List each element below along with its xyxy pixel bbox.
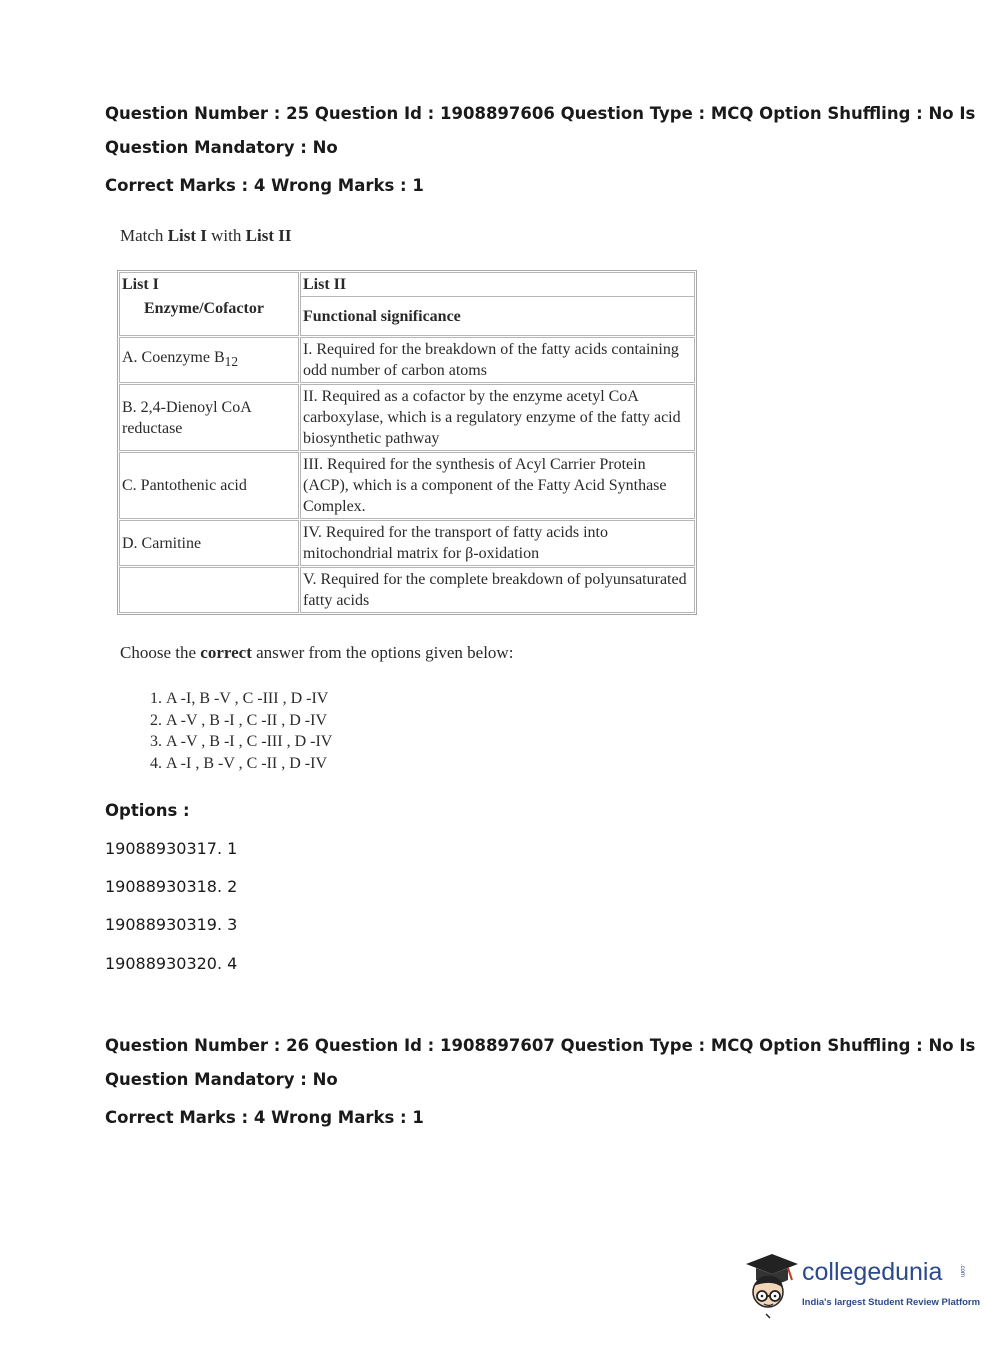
- list1-header-cell: [119, 272, 299, 336]
- question-intro: [120, 226, 291, 246]
- list2-item-i: I. Required for the breakdown of the fatty acids containing odd number of carbon atoms: [300, 337, 695, 383]
- logo-wordmark: collegedunia: [802, 1258, 943, 1286]
- option-1: 19088930317. 1: [105, 839, 238, 858]
- intro-list2: List II: [245, 226, 292, 245]
- list2-item-iii: III. Required for the synthesis of Acyl Carrier Protein (ACP), which is a component of the Fatty Acid Synthase Complex.: [300, 452, 695, 519]
- q26-meta-line2: Question Mandatory : No: [105, 1070, 338, 1089]
- table-row: [119, 337, 695, 383]
- table-row: [119, 567, 695, 613]
- list1-item-a-subscript: 12: [224, 354, 238, 370]
- mascot-icon: [742, 1250, 802, 1320]
- answer-choice-1: 1. A -I, B -V , C -III , D -IV: [166, 688, 332, 710]
- logo-tagline: India's largest Student Review Platform: [802, 1297, 981, 1308]
- intro-list1: List I: [167, 226, 207, 245]
- choose-instruction: [120, 643, 513, 663]
- table-row: [119, 452, 695, 519]
- list1-item-b: B. 2,4-Dienoyl CoA reductase: [119, 384, 299, 451]
- q25-meta-line2: Question Mandatory : No: [105, 138, 338, 157]
- answer-list: [120, 688, 332, 774]
- q25-meta-line1: Question Number : 25 Question Id : 1908897606 Question Type : MCQ Option Shuffling : No Is: [105, 104, 976, 123]
- list2-item-iv: IV. Required for the transport of fatty acids into mitochondrial matrix for β-oxidation: [300, 520, 695, 566]
- list1-item-c: C. Pantothenic acid: [119, 452, 299, 519]
- list2-item-ii: II. Required as a cofactor by the enzyme acetyl CoA carboxylase, which is a regulatory enzyme of the fatty acid biosynthetic pathway: [300, 384, 695, 451]
- answer-choice-3: 3. A -V , B -I , C -III , D -IV: [166, 731, 332, 753]
- table-header-row: [119, 272, 695, 336]
- intro-with: with: [206, 226, 246, 245]
- logo-suffix: .com: [959, 1264, 965, 1278]
- option-2: 19088930318. 2: [105, 877, 238, 896]
- q26-marks: Correct Marks : 4 Wrong Marks : 1: [105, 1108, 424, 1127]
- list2-subheader: Functional significance: [303, 308, 461, 325]
- table-row: [119, 520, 695, 566]
- q25-marks: Correct Marks : 4 Wrong Marks : 1: [105, 176, 424, 195]
- choose-bold: correct: [200, 643, 252, 662]
- list1-item-a-text: A. Coenzyme B: [122, 349, 225, 367]
- table-row: [119, 384, 695, 451]
- list1-item-a: [119, 337, 299, 383]
- choose-prefix: Choose the: [120, 643, 201, 662]
- choose-suffix: answer from the options given below:: [251, 643, 514, 662]
- list1-subheader: Enzyme/Cofactor: [144, 300, 264, 317]
- list2-header: List II: [301, 273, 694, 297]
- match-table: [117, 270, 697, 615]
- answer-choice-2: 2. A -V , B -I , C -II , D -IV: [166, 710, 332, 732]
- list1-item-empty: [119, 567, 299, 613]
- q26-meta-line1: Question Number : 26 Question Id : 1908897607 Question Type : MCQ Option Shuffling : No Is: [105, 1036, 976, 1055]
- list2-item-v: V. Required for the complete breakdown of polyunsaturated fatty acids: [300, 567, 695, 613]
- collegedunia-logo: [742, 1250, 981, 1320]
- list2-header-cell: [300, 272, 695, 336]
- option-3: 19088930319. 3: [105, 915, 238, 934]
- intro-prefix: Match: [120, 226, 168, 245]
- answer-choice-4: 4. A -I , B -V , C -II , D -IV: [166, 753, 332, 775]
- list1-header: List I: [122, 276, 159, 293]
- list1-item-d: D. Carnitine: [119, 520, 299, 566]
- options-label: Options :: [105, 801, 190, 820]
- option-4: 19088930320. 4: [105, 954, 238, 973]
